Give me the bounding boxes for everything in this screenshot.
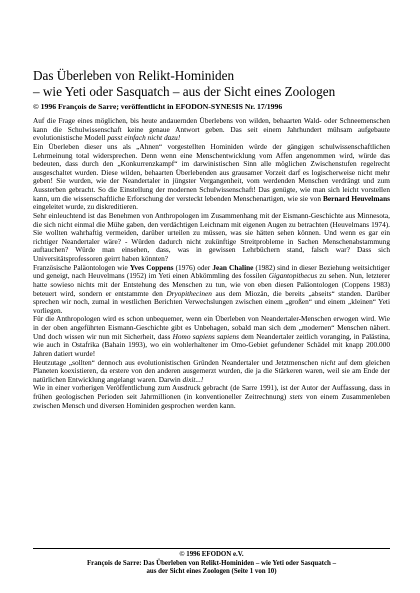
paragraph-6-text: auf dem gleichen Planeten koexistieren, da erstere von den anderen ausgemerzt wurden, die ja die Stärkeren waren, weil sie am Ende der natürlichen Entwicklung angelangt waren. Darwin xyxy=(33,357,390,384)
paragraph-4-text: Französische Paläontologen wie xyxy=(33,262,130,272)
footer-divider xyxy=(33,548,390,549)
paragraph-5 xyxy=(33,315,390,358)
paragraph-1 xyxy=(33,117,390,143)
paragraph-6-text: Heutzutage „sollten“ dennoch aus evolutionistischen Gründen Neandertaler und Jetztmenschen xyxy=(33,357,321,367)
footer-page-info: aus der Sicht eines Zoologen (Seite 1 von 10) xyxy=(146,568,277,576)
paragraph-3: Sehr einleuchtend ist das Benehmen von Anthropologen im Zusammenhang mit der Eismann-Geschichte aus Minnesota, die sich nicht einmal die Mühe gaben, den verdächtigen Leichnam mit eigenen Augen zu betrachten (Heuvelmans 1974). Sie wollten wahrhaftig vermeiden, darüber urteilen zu müssen, was sie hätten sehen können. Und wenn es gar ein richtiger Neandertaler wäre? - Würden dadurch nicht zukünftige Streitprobleme in Sachen Menschenabstammung auftauchen? Würde man einsehen, dass, was in gewissen Lehrbüchern stand, falsch war? Dass sich Universitätsprofessoren geirrt haben könnten? xyxy=(33,210,390,263)
paragraph-4 xyxy=(33,264,390,316)
article-body xyxy=(33,117,390,410)
copyright-notice: © 1996 François de Sarre; veröffentlicht in EFODON-SYNESIS Nr. 17/1996 xyxy=(33,102,283,111)
paragraph-7-text-end: von einem Zusammenleben zwischen Mensch und diversen Hominiden gesprochen werden kann. xyxy=(33,392,390,410)
paragraph-4-text-end: aus dem Miozän, die bereits „abseits“ standen. Darüber sprechen wir noch, zumal in westlichen Berichten Verwechslungen zwischen einem „großen“ und einem „kleinen“ Yeti vorliegen. xyxy=(33,288,390,315)
paragraph-4-text: (1982) sind in dieser Beziehung weitsichtiger und geneigt, nach Heuvelmans (1952) im Yeti einen Abkömmling des fossilen xyxy=(33,262,390,281)
emphasis-stets: stets xyxy=(289,392,303,401)
emphasis-dixit: dixit...! xyxy=(182,374,204,384)
paragraph-2-text: Ein Überleben dieser uns als „Ahnen“ vorgestellten Hominiden würde der gängigen schulwissenschaftlichen Lehrmeinung total widersprechen. Denn wenn eine Menschentwicklung vom Affen angenommen wird, würde das bedeuten, dass durch den „Konkurrenzkampf“ im darwinistischen Sinn alle möglichen Zwischenstufen regelrecht ausgeschaltet wurden. Diese wilden, behaarten Überlebenden aus grausamer Vorzeit darf es logischerweise nicht mehr geben! Sie wurden, wie der Neandertaler in jüngster Vergangenheit, vom werdenden Menschen verdrängt und zum Aussterben gebracht. So die Einstellung der modernen Schulwissenschaft! Das genügte, wie man sich leicht vorstellen kann, um die wissenschaftliche Erforschung der versteckt lebenden Menschenartigen, wie sie von xyxy=(33,141,390,203)
footer-citation: François de Sarre: Das Überleben von Relikt-Hominiden – wie Yeti oder Sasquatch – xyxy=(86,559,337,567)
taxon-gigantopithecus: Gigantopithecus xyxy=(268,271,318,281)
paragraph-6 xyxy=(33,359,390,385)
emphasis-nicht: nicht xyxy=(320,357,336,367)
paragraph-5-text-end: dem Neandertaler zeitlich voranging, in Palästina, wie auch in Ostafrika (Bahain 1993), wo ein wohlerhaltener im Omo-Gebiet gefundener Schädel mit knapp 200.000 Jahren datiert wurde! xyxy=(33,331,391,358)
author-name-heuvelmans: Bernard Heuvelmans xyxy=(323,193,390,203)
paragraph-4-text: (1976) oder xyxy=(173,262,213,272)
paragraph-2-text-end: eingeleitet wurde, zu diskreditieren. xyxy=(33,202,138,212)
emphasis-text: passt einfach nicht dazu! xyxy=(107,133,181,143)
taxon-dryopithecinen: Dryopithecinen xyxy=(166,288,212,298)
paragraph-4-text: zu sehen. Nun, letzterer hatte sowieso nichts mit der Entstehung des Menschen zu tun, wie von eben diesen Paläontologen (Coppens 1983) beteuert wird, sondern er entstammte den xyxy=(33,271,391,298)
paragraph-5-text: Für die Anthropologen wird es schon unbequemer, wenn ein Überleben von Neandertaler-Menschen erwogen wird. Wie in der oben angeführten Eismann-Geschichte gibt es Unbehagen, sobald man sich dem „modernen“ Menschen nähert. Und doch wissen wir nun mit Sicherheit, dass xyxy=(33,314,390,341)
footer-copyright: © 1996 EFODON e.V. xyxy=(179,551,244,558)
taxon-homo-sapiens: Homo sapiens sapiens xyxy=(172,331,239,341)
page-footer xyxy=(33,551,390,577)
title-line-2: – wie Yeti oder Sasquatch – aus der Sicht eines Zoologen xyxy=(33,84,336,99)
paragraph-2 xyxy=(33,143,390,212)
author-name-chaline: Jean Chaline xyxy=(212,262,254,272)
paragraph-7 xyxy=(33,384,390,410)
paragraph-7-text: Wie in einer vorherigen Veröffentlichung zum Ausdruck gebracht (de Sarre 1991), ist der Autor der Auffassung, dass in frühen geologischen Perioden seit Jahrmillionen (in konventioneller Zeitrechnung) xyxy=(33,383,390,401)
title-line-1: Das Überleben von Relikt-Hominiden xyxy=(33,68,235,83)
author-name-coppens: Yves Coppens xyxy=(129,262,174,272)
title-block xyxy=(33,68,393,112)
paragraph-1-text: Auf die Frage eines möglichen, bis heute andauernden Überlebens von wilden, behaarten Wald- oder Schneemenschen kann die Schulwissenschaft keine genaue Antwort geben. Das seit einem Jahrhundert mühsam aufgebaute evolutionistische Modell xyxy=(33,116,390,143)
